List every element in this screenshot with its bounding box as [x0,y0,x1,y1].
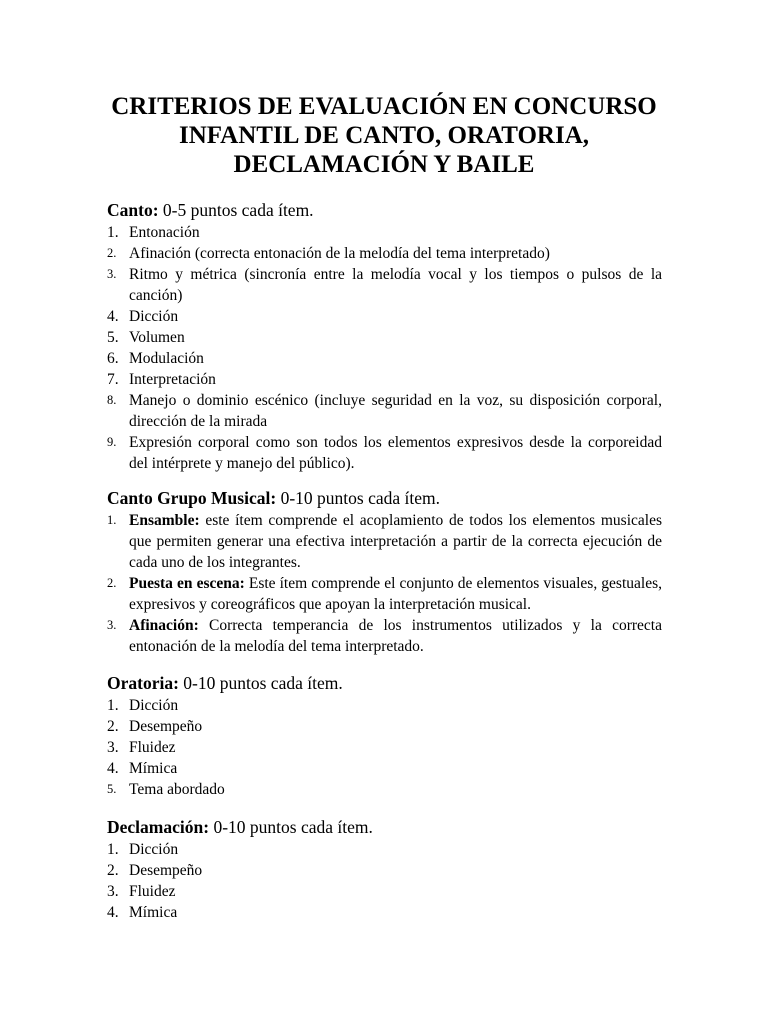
item-text: Volumen [129,329,185,346]
item-text [129,615,662,657]
list-item [107,348,662,369]
title-line: DECLAMACIÓN Y BAILE [233,151,535,178]
section-points: 0-5 puntos cada ítem. [158,200,314,220]
list-item [107,779,662,800]
item-number: 3. [107,739,119,756]
item-text: Interpretación [129,371,216,388]
title-line: CRITERIOS DE EVALUACIÓN EN CONCURSO [111,93,657,120]
list-item [107,758,662,779]
section-label: Oratoria: [107,673,179,693]
list-item [107,902,662,923]
section-points: 0-10 puntos cada ítem. [276,488,440,508]
section-heading [107,672,662,694]
section-points: 0-10 puntos cada ítem. [209,817,373,837]
list-item [107,737,662,758]
item-text: Manejo o dominio escénico (incluye seguridad en la voz, su disposición corporal, dirección de la mirada [129,392,662,430]
document-title [80,92,688,179]
item-text: Ritmo y métrica (sincronía entre la melodía vocal y los tiempos o pulsos de la canción) [129,266,662,304]
item-number: 1. [107,513,117,527]
item-text: Fluidez [129,739,176,756]
item-number: 6. [107,350,119,367]
item-text: Dicción [129,697,179,714]
item-label: Afinación: [129,617,199,634]
list-item [107,615,662,657]
item-number: 8. [107,393,117,407]
item-text: Desempeño [129,718,203,735]
item-text: Dicción [129,308,179,325]
item-number: 1. [107,224,119,241]
item-text: Expresión corporal como son todos los elementos expresivos desde la corporeidad del intérprete y manejo del público). [129,434,662,472]
list-item [107,306,662,327]
list-item [107,839,662,860]
item-number: 2. [107,718,119,735]
item-number: 1. [107,841,119,858]
item-number: 7. [107,371,119,388]
item-text: Modulación [129,350,204,367]
section-heading [107,816,662,838]
list-item [107,432,662,474]
item-number: 9. [107,435,117,449]
item-text: Entonación [129,224,200,241]
section-label: Canto Grupo Musical: [107,488,277,508]
item-number: 3. [107,267,117,281]
item-number: 5. [107,782,117,796]
item-label: Ensamble: [129,512,200,529]
item-text: Fluidez [129,883,176,900]
list-item [107,573,662,615]
list-item [107,860,662,881]
section-oratoria [107,672,662,800]
item-number: 2. [107,246,117,260]
item-text [129,573,662,615]
list-item [107,327,662,348]
item-number: 2. [107,862,119,879]
item-number: 5. [107,329,119,346]
item-description: este ítem comprende el acoplamiento de todos los elementos musicales que permiten generar una efectiva interpretación a partir de la correcta ejecución de cada uno de los integrantes. [129,512,662,571]
item-number: 3. [107,618,117,632]
list-item [107,390,662,432]
item-text: Mímica [129,904,178,921]
section-canto [107,199,662,474]
item-number: 4. [107,760,119,777]
list-item [107,881,662,902]
item-number: 4. [107,904,119,921]
list-item [107,716,662,737]
item-description: Este ítem comprende el conjunto de elementos visuales, gestuales, expresivos y coreográficos que apoyan la interpretación musical. [129,575,662,613]
section-points: 0-10 puntos cada ítem. [178,673,343,693]
criteria-list [107,695,662,800]
item-number: 1. [107,697,119,714]
criteria-list [107,510,662,657]
list-item [107,264,662,306]
section-heading [107,199,662,221]
item-text [129,510,662,573]
item-text: Mímica [129,760,178,777]
item-number: 4. [107,308,119,325]
item-text: Afinación (correcta entonación de la melodía del tema interpretado) [129,245,550,262]
item-text: Desempeño [129,862,203,879]
item-number: 2. [107,576,117,590]
list-item [107,243,662,264]
section-label: Canto: [107,200,159,220]
item-description: Correcta temperancia de los instrumentos utilizados y la correcta entonación de la melodía del tema interpretado. [129,617,662,655]
title-line: INFANTIL DE CANTO, ORATORIA, [178,122,590,149]
criteria-list [107,222,662,474]
section-declamacion [107,816,662,923]
list-item [107,369,662,390]
list-item [107,222,662,243]
item-number: 3. [107,883,119,900]
item-label: Puesta en escena: [129,575,245,592]
item-text: Dicción [129,841,179,858]
section-label: Declamación: [107,817,210,837]
list-item [107,510,662,573]
list-item [107,695,662,716]
section-canto-grupo-musical [107,487,662,657]
item-text: Tema abordado [129,781,225,798]
section-heading [107,487,662,509]
criteria-list [107,839,662,923]
